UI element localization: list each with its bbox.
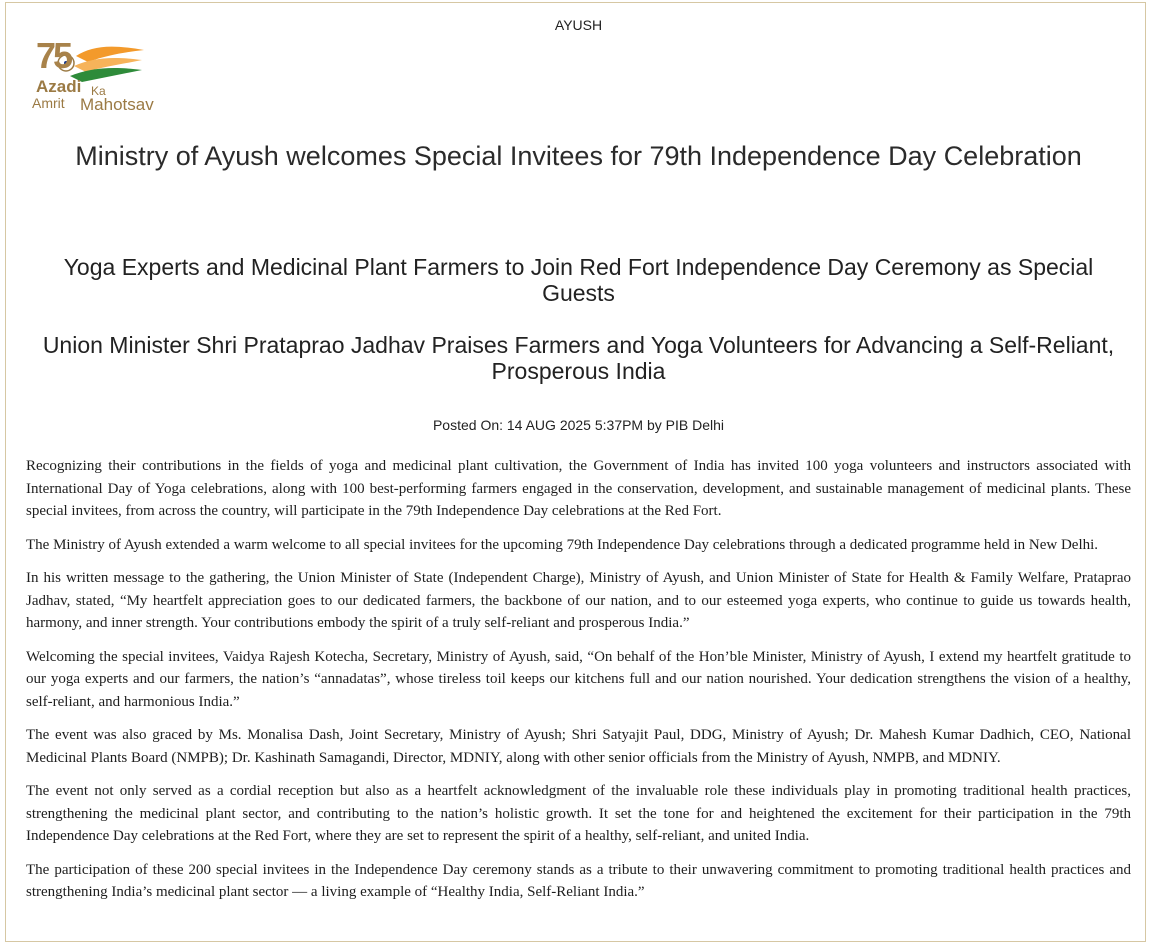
logo-ka: Ka — [91, 84, 106, 98]
paragraph: In his written message to the gathering, the Union Minister of State (Independent Charge), Ministry of Ayush, and Union Minister of State for Health & Family Welfare, Prataprao Jadhav, stated, “My heartfelt appreciation goes to our dedicated farmers, the backbone of our nation, and to our esteemed yoga experts, who continue to guide us towards health, harmony, and inner strength. Your contributions embody the spirit of a truly self-reliant and prosperous India.” — [26, 570, 1131, 631]
azadi-ka-amrit-mahotsav-logo — [30, 35, 180, 120]
paragraph: The Ministry of Ayush extended a warm welcome to all special invitees for the upcoming 79th Independence Day celebrations through a dedicated programme held in New Delhi. — [26, 536, 1099, 553]
subtitle-2: Union Minister Shri Prataprao Jadhav Praises Farmers and Yoga Volunteers for Advancing a Self-Reliant, Prosperous India — [42, 332, 1115, 384]
paragraph: Welcoming the special invitees, Vaidya Rajesh Kotecha, Secretary, Ministry of Ayush, said, “On behalf of the Hon’ble Minister, Ministry of Ayush, I extend my heartfelt gratitude to our yoga experts and our farmers, the nation’s “annadatas”, whose tireless toil keeps our kitchens full and our nation nourished. Your dedication strengthens the vision of a healthy, self-reliant, and harmonious India.” — [26, 648, 1131, 710]
logo-mahotsav: Mahotsav — [80, 95, 154, 114]
subtitle-1: Yoga Experts and Medicinal Plant Farmers to Join Red Fort Independence Day Ceremony as Special Guests — [63, 254, 1094, 306]
logo-amrit: Amrit — [32, 95, 65, 111]
paragraph: The participation of these 200 special invitees in the Independence Day ceremony stands as a tribute to their unwavering commitment to promoting traditional health practices and strengthening India’s medicinal plant sector — a living example of “Healthy India, Self-Reliant India.” — [26, 861, 1131, 900]
logo-75: 75 — [36, 35, 71, 76]
article-body — [26, 455, 1131, 915]
posted-info: Posted On: 14 AUG 2025 5:37PM by PIB Delhi — [432, 417, 725, 433]
paragraph: The event not only served as a cordial reception but also as a heartfelt acknowledgment of the invaluable role these individuals play in promoting traditional health practices, strengthening the medicinal plant sector, and contributing to the nation’s holistic growth. It set the tone for and heightened the excitement for their participation in the 79th Independence Day celebrations at the Red Fort, where they are set to represent the spirit of a healthy, self-reliant, and united India. — [26, 783, 1131, 844]
ministry-name: AYUSH — [554, 17, 603, 33]
paragraph: Recognizing their contributions in the fields of yoga and medicinal plant cultivation, the Government of India has invited 100 yoga volunteers and instructors associated with International Day of Yoga celebrations, along with 100 best-performing farmers engaged in the conservation, development, and sustainable management of medicinal plants. These special invitees, from across the country, will participate in the 79th Independence Day celebrations at the Red Fort. — [26, 458, 1131, 519]
page-title: Ministry of Ayush welcomes Special Invitees for 79th Independence Day Celebration — [75, 141, 1082, 171]
logo-azadi: Azadi — [36, 77, 82, 96]
paragraph: The event was also graced by Ms. Monalisa Dash, Joint Secretary, Ministry of Ayush; Shri Satyajit Paul, DDG, Ministry of Ayush; Dr. Mahesh Kumar Dadhich, CEO, National Medicinal Plants Board (NMPB); Dr. Kashinath Samagandi, Director, MDNIY, along with other senior officials from the Ministry of Ayush, NMPB, and MDNIY. — [26, 727, 1131, 766]
